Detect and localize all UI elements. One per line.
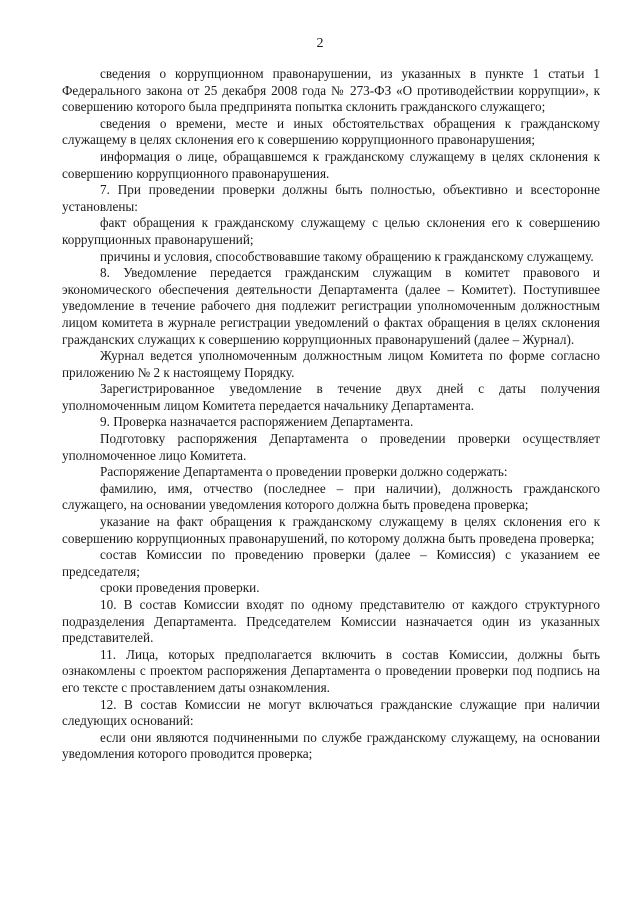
paragraph: указание на факт обращения к гражданскому служащему в целях склонения его к совершению коррупционных правонарушений, по которому должна быть проведена проверка; (62, 514, 600, 546)
paragraph-item-9: 9. Проверка назначается распоряжением Департамента. (100, 414, 414, 430)
paragraph-item-10: 10. В состав Комиссии входят по одному представителю от каждого структурного подразделения Департамента. Председателем Комиссии назначается один из указанных представителей. (62, 597, 600, 646)
paragraph: информация о лице, обращавшемся к гражданскому служащему в целях склонения к совершению коррупционного правонарушения. (62, 148, 600, 181)
paragraph: Зарегистрированное уведомление в течение двух дней с даты получения уполномоченным лицом Комитета передается начальнику Департамента. (62, 381, 600, 413)
paragraph-item-11: 11. Лица, которых предполагается включить в состав Комиссии, должны быть ознакомлены с проектом распоряжения Департамента о проведении проверки под подпись на его тексте с проставлением даты ознакомления. (62, 646, 600, 695)
paragraph: фамилию, имя, отчество (последнее – при наличии), должность гражданского служащего, на основании уведомления которого должна быть проведена проверка; (62, 480, 600, 513)
paragraph: факт обращения к гражданскому служащему с целью склонения его к совершению коррупционных правонарушений; (62, 215, 600, 247)
paragraph: Подготовку распоряжения Департамента о проведении проверки осуществляет уполномоченное лицо Комитета. (62, 431, 600, 463)
page-number: 2 (316, 36, 324, 51)
paragraph-item-8: 8. Уведомление передается гражданским служащим в комитет правового и экономического обеспечения деятельности Департамента (далее – Комитет). Поступившее уведомление в течение рабочего дня подлежит регистрации уполномоченным должностным лицом комитета в журнале регистрации уведомлений о фактах обращения в целях склонения гражданских служащих к совершению коррупционных правонарушений (далее – Журнал). (62, 265, 600, 347)
paragraph: Распоряжение Департамента о проведении проверки должно содержать: (100, 464, 508, 480)
paragraph-item-7: 7. При проведении проверки должны быть полностью, объективно и всесторонне установлены: (62, 182, 600, 214)
paragraph-item-12: 12. В состав Комиссии не могут включаться гражданские служащие при наличии следующих оснований: (62, 696, 600, 729)
paragraph: Журнал ведется уполномоченным должностным лицом Комитета по форме согласно приложению № 2 к настоящему Порядку. (62, 348, 600, 380)
paragraph: состав Комиссии по проведению проверки (далее – Комиссия) с указанием ее председателя; (62, 547, 600, 579)
paragraph: сведения о коррупционном правонарушении, из указанных в пункте 1 статьи 1 Федерального закона от 25 декабря 2008 года № 273-ФЗ «О противодействии коррупции», к совершению которого была предпринята попытка склонить гражданского служащего; (62, 66, 600, 115)
paragraph: сведения о времени, месте и иных обстоятельствах обращения к гражданскому служащему в целях склонения его к совершению коррупционного правонарушения; (62, 115, 600, 148)
paragraph: если они являются подчиненными по службе гражданскому служащему, на основании уведомления которого проводится проверка; (62, 729, 600, 762)
document-body (62, 66, 600, 763)
paragraph: сроки проведения проверки. (100, 580, 260, 596)
paragraph: причины и условия, способствовавшие такому обращению к гражданскому служащему. (100, 248, 594, 264)
